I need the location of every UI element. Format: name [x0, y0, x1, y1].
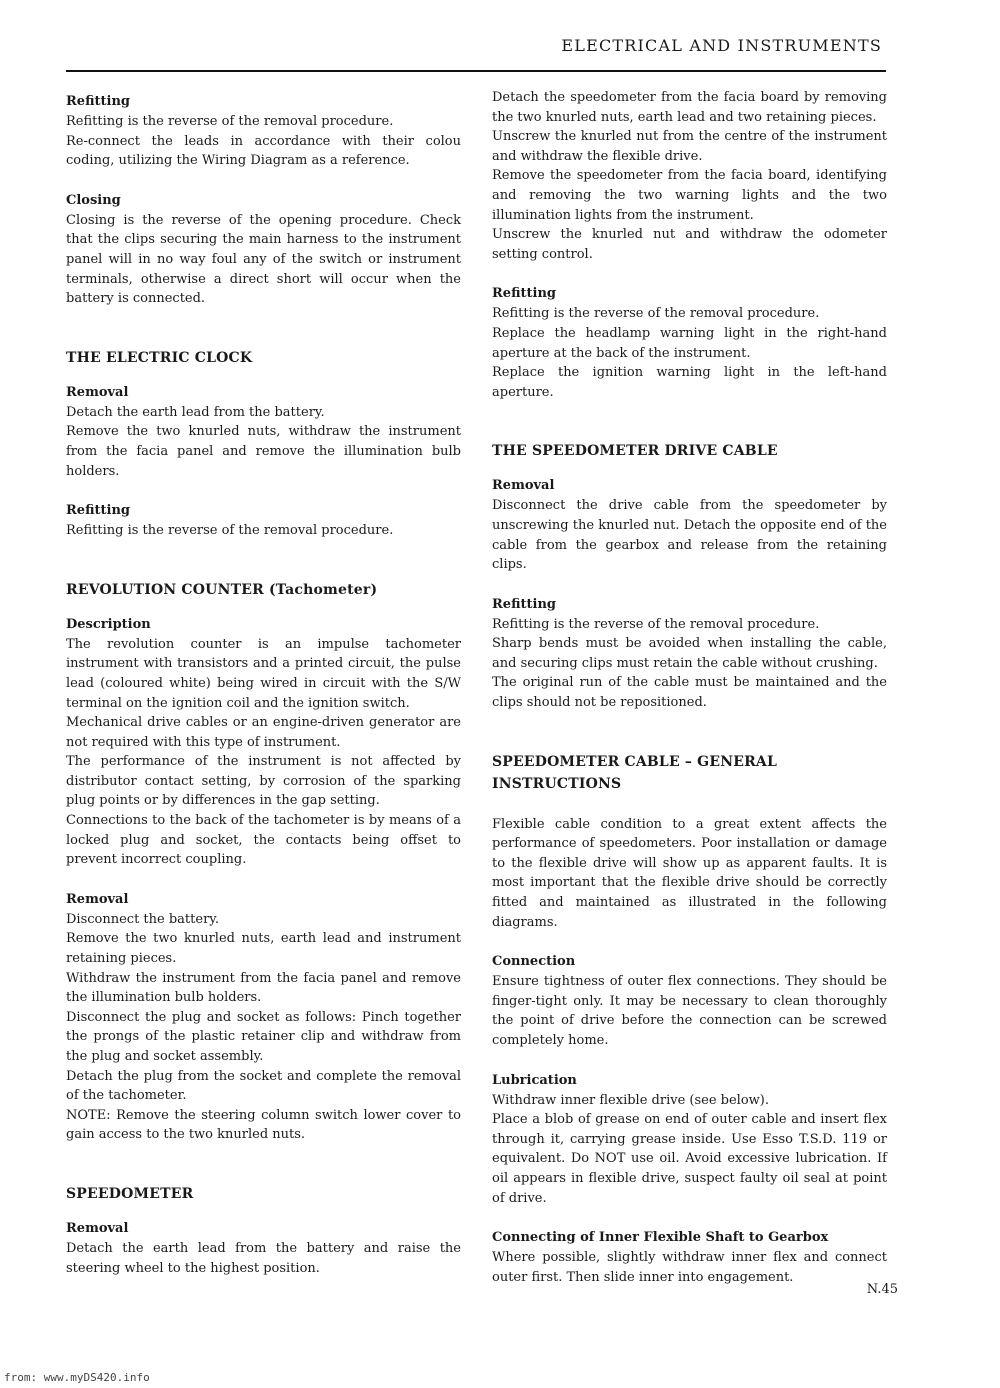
spacer: [66, 481, 461, 501]
spacer: [492, 932, 887, 952]
subsection-heading: Removal: [66, 1220, 129, 1236]
paragraph: Replace the headlamp warning light in the right-hand aperture at the back of the instrument.: [492, 325, 887, 361]
spacer: [492, 1051, 887, 1071]
paragraph: Sharp bends must be avoided when installing the cable, and securing clips must retain the cable without crushing.: [492, 636, 887, 671]
paragraph: Detach the earth lead from the battery and raise the steering wheel to the highest position.: [66, 1240, 461, 1276]
spacer: [66, 309, 461, 347]
spacer: [492, 402, 887, 440]
spacer: [66, 601, 461, 615]
spacer: [492, 713, 887, 751]
paragraph: Replace the ignition warning light in the left-hand aperture.: [492, 365, 887, 400]
paragraph: Re-connect the leads in accordance with their colou coding, utilizing the Wiring Diagram as a reference.: [66, 133, 461, 169]
paragraph: Flexible cable condition to a great extent affects the performance of speedometers. Poor installation or damage to the flexible drive will show up as apparent faults. It is most important that the flexible drive should be correctly fitted and maintained as illustrated in the following diagrams.: [492, 816, 887, 930]
footer-source: from: www.myDS420.info: [4, 1371, 150, 1384]
section-title: THE SPEEDOMETER DRIVE CABLE: [492, 443, 778, 460]
header-rule: [66, 70, 886, 72]
spacer: [492, 1208, 887, 1228]
subsection-heading: Removal: [492, 478, 555, 494]
subsection-heading: Refitting: [492, 286, 557, 302]
spacer: [66, 171, 461, 191]
paragraph: Detach the earth lead from the battery.: [66, 404, 325, 420]
paragraph: Connections to the back of the tachometer is by means of a locked plug and socket, the contacts being offset to prevent incorrect coupling.: [66, 813, 461, 868]
subsection-heading: Refitting: [66, 94, 131, 109]
paragraph: Refitting is the reverse of the removal procedure.: [492, 306, 820, 322]
page-number: N.45: [866, 1282, 898, 1297]
paragraph: The original run of the cable must be maintained and the clips should not be repositioned.: [492, 675, 887, 711]
subsection-heading: Refitting: [66, 503, 131, 519]
paragraph: Withdraw the instrument from the facia panel and remove the illumination bulb holders.: [66, 970, 461, 1006]
paragraph: Detach the plug from the socket and complete the removal of the tachometer.: [66, 1068, 461, 1104]
paragraph: Detach the speedometer from the facia board by removing the two knurled nuts, earth lead and two retaining pieces.: [492, 90, 887, 125]
paragraph: Ensure tightness of outer flex connections. They should be finger-tight only. It may be necessary to clean thoroughly the point of drive before the connection can be screwed completely home.: [492, 974, 887, 1048]
section-title: REVOLUTION COUNTER (Tachometer): [66, 581, 378, 598]
subsection-heading: Removal: [66, 891, 129, 907]
subsection-heading: Lubrication: [492, 1072, 577, 1088]
paragraph: The revolution counter is an impulse tachometer instrument with transistors and a printed circuit, the pulse lead (coloured white) being wired in circuit with the S/W terminal on the ignition coil and the ignition switch.: [66, 636, 461, 711]
subsection-heading: Description: [66, 616, 151, 632]
subsection-heading: Removal: [66, 384, 129, 400]
paragraph: Where possible, slightly withdraw inner flex and connect outer first. Then slide inner into engagement.: [492, 1250, 887, 1285]
paragraph: Remove the two knurled nuts, withdraw the instrument from the facia panel and remove the illumination bulb holders.: [66, 424, 461, 479]
spacer: [66, 369, 461, 383]
spacer: [492, 264, 887, 284]
paragraph: NOTE: Remove the steering column switch lower cover to gain access to the two knurled nuts.: [66, 1107, 461, 1143]
paragraph: Remove the two knurled nuts, earth lead and instrument retaining pieces.: [66, 931, 461, 967]
paragraph: Unscrew the knurled nut from the centre of the instrument and withdraw the flexible drive.: [492, 129, 887, 164]
spacer: [492, 462, 887, 476]
spacer: [66, 870, 461, 890]
paragraph: Refitting is the reverse of the removal procedure.: [492, 616, 820, 632]
paragraph: Mechanical drive cables or an engine-driven generator are not required with this type of instrument.: [66, 715, 461, 750]
paragraph: Disconnect the battery.: [66, 911, 220, 927]
section-title: THE ELECTRIC CLOCK: [66, 349, 253, 366]
paragraph: Refitting is the reverse of the removal procedure.: [66, 523, 394, 539]
paragraph: Place a blob of grease on end of outer cable and insert flex through it, carrying grease inside. Use Esso T.S.D. 119 or equivalent. Do NOT use oil. Avoid excessive lubrication. If oil appears in flexible drive, suspect faulty oil seal at point of drive.: [492, 1112, 887, 1206]
left-column: [66, 92, 461, 1278]
section-title: SPEEDOMETER CABLE – GENERAL INSTRUCTIONS: [492, 753, 778, 792]
paragraph: Remove the speedometer from the facia board, identifying and removing the two warning lights and the two illumination lights from the instrument.: [492, 168, 887, 223]
paragraph: Refitting is the reverse of the removal procedure.: [66, 114, 394, 129]
spacer: [492, 575, 887, 595]
spacer: [492, 795, 887, 815]
spacer: [66, 1145, 461, 1183]
paragraph: Disconnect the plug and socket as follows: Pinch together the prongs of the plastic retainer clip and withdraw from the plug and socket assembly.: [66, 1009, 461, 1064]
paragraph: Unscrew the knurled nut and withdraw the odometer setting control.: [492, 227, 887, 262]
right-column: [492, 88, 887, 1287]
spacer: [66, 541, 461, 579]
spacer: [66, 1205, 461, 1219]
subsection-heading: Closing: [66, 192, 121, 208]
subsection-heading: Refitting: [492, 596, 557, 612]
subsection-heading: Connecting of Inner Flexible Shaft to Gearbox: [492, 1230, 829, 1246]
page-header-title: ELECTRICAL AND INSTRUMENTS: [561, 36, 882, 55]
paragraph: Closing is the reverse of the opening procedure. Check that the clips securing the main harness to the instrument panel will in no way foul any of the switch or instrument terminals, otherwise a direct short will occur when the battery is connected.: [66, 212, 461, 307]
paragraph: Disconnect the drive cable from the speedometer by unscrewing the knurled nut. Detach the opposite end of the cable from the gearbox and release from the retaining clips.: [492, 498, 887, 573]
paragraph: The performance of the instrument is not affected by distributor contact setting, by corrosion of the sparking plug points or by differences in the gap setting.: [66, 754, 461, 809]
paragraph: Withdraw inner flexible drive (see below).: [492, 1092, 769, 1108]
subsection-heading: Connection: [492, 954, 576, 970]
section-title: SPEEDOMETER: [66, 1185, 194, 1202]
